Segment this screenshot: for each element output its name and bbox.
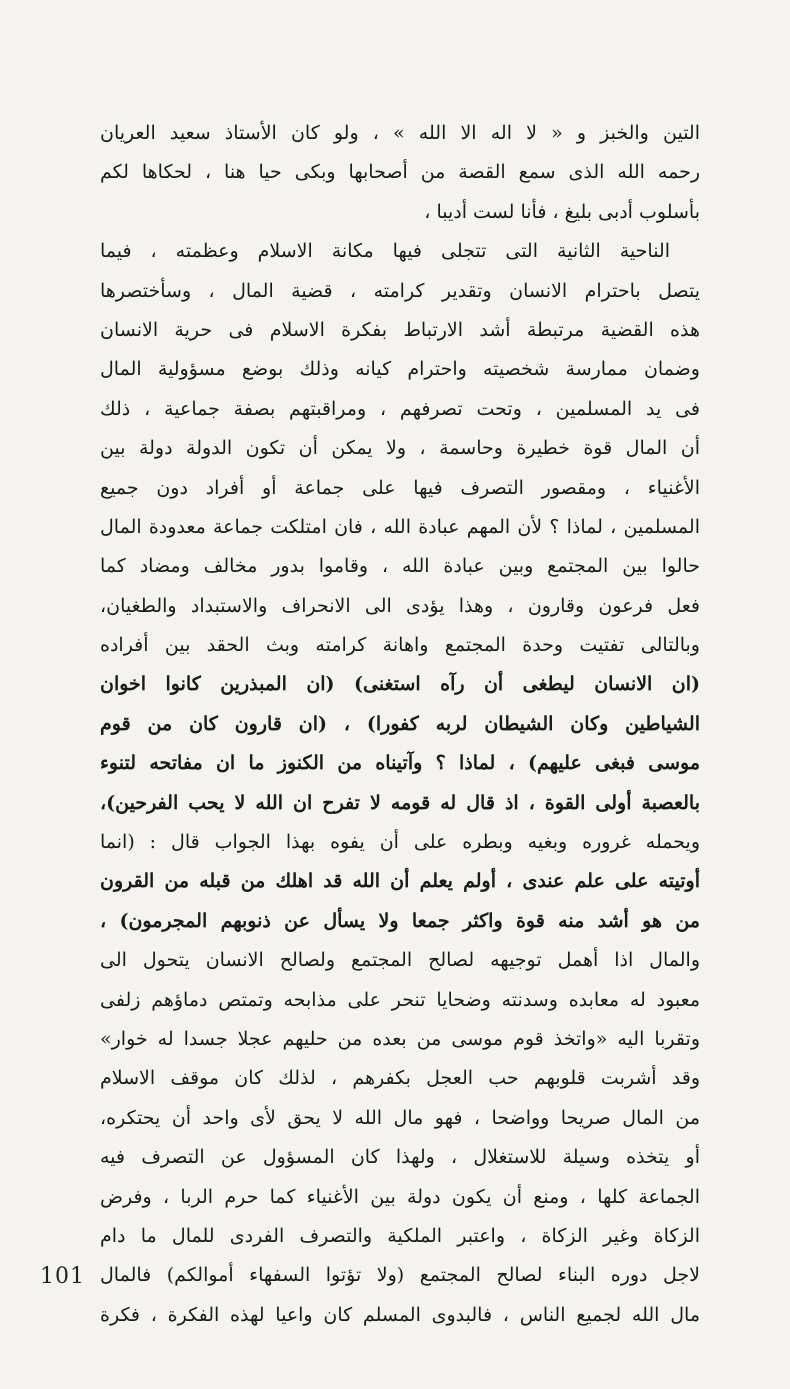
text-line: والمال اذا أهمل توجيهه لصالح المجتمع ولصالح الانسان يتحول الى xyxy=(100,949,700,972)
text-line: وتقربا اليه «واتخذ قوم موسى من بعده من حليهم عجلا جسدا له خوار» xyxy=(100,1027,700,1050)
text-line: يتصل باحترام الانسان وتقدير كرامته ، قضية المال ، وسأختصرها xyxy=(100,279,700,302)
text-line: حالوا بين المجتمع وبين عبادة الله ، وقاموا بدور مخالف ومضاد كما xyxy=(100,555,700,578)
text-line: معبود له معابده وسدنته وضحايا تنحر على مذابحه وتمتص دماؤهم زلفى xyxy=(100,988,700,1011)
quran-quote-line: الشياطين وكان الشيطان لربه كفورا) ، (ان قارون كان من قوم xyxy=(100,712,700,735)
text-line: أن المال قوة خطيرة وحاسمة ، ولا يمكن أن تكون الدولة دولة بين xyxy=(100,437,700,460)
text-line: التين والخبز و « لا اله الا الله » ، ولو كان الأستاذ سعيد العريان xyxy=(100,122,700,144)
text-line: فى يد المسلمين ، وتحت تصرفهم ، ومراقبتهم بصفة جماعية ، ذلك xyxy=(100,397,700,420)
quran-quote-line: بالعصبة أولى القوة ، اذ قال له قومه لا تفرح ان الله لا يحب الفرحين)، xyxy=(100,791,700,814)
text-line: وضمان ممارسة شخصيته واحترام كيانه وذلك بوضع مسؤولية المال xyxy=(100,358,700,381)
text-line: ويحمله غروره وبغيه وبطره على أن يفوه بهذا الجواب قال : (انما xyxy=(100,831,700,854)
text-line: وقد أشربت قلوبهم حب العجل بكفرهم ، لذلك كان موقف الاسلام xyxy=(100,1067,700,1090)
text-line: من المال صريحا وواضحا ، فهو مال الله لا يحق لأى واحد أن يحتكره، xyxy=(100,1106,700,1129)
text-line: بأسلوب أدبى بليغ ، فأنا لست أديبا ، xyxy=(424,200,700,223)
quran-quote-line: من هو أشد منه قوة واكثر جمعا ولا يسأل عن ذنوبهم المجرمون) ، xyxy=(100,909,700,932)
text-line: الجماعة كلها ، ومنع أن يكون دولة بين الأغنياء كما حرم الربا ، وفرض xyxy=(100,1185,700,1208)
text-line: لاجل دوره البناء لصالح المجتمع (ولا تؤتوا السفهاء أموالكم) فالمال xyxy=(100,1264,700,1287)
text-line: الأغنياء ، ومقصور التصرف فيها على جماعة أو أفراد دون جميع xyxy=(100,476,700,499)
text-line: المسلمين ، لماذا ؟ لأن المهم عبادة الله ، فان امتلكت جماعة معدودة المال xyxy=(100,515,700,538)
text-line: فعل فرعون وقارون ، وهذا يؤدى الى الانحراف والاستبداد والطغيان، xyxy=(100,594,700,617)
quran-quote-line: (ان الانسان ليطغى أن رآه استغنى) (ان المبذرين كانوا اخوان xyxy=(100,673,700,696)
text-line: رحمه الله الذى سمع القصة من أصحابها وبكى حيا هنا ، لحكاها لكم xyxy=(100,161,700,184)
text-line: وبالتالى تفتيت وحدة المجتمع واهانة كرامته وبث الحقد بين أفراده xyxy=(100,634,700,657)
text-line: أو يتخذه وسيلة للاستغلال ، ولهذا كان المسؤول عن التصرف فيه xyxy=(100,1146,700,1169)
paragraph-start-line: الناحية الثانية التى تتجلى فيها مكانة الاسلام وعظمته ، فيما xyxy=(100,240,670,263)
quran-quote-line: أوتيته على علم عندى ، أولم يعلم أن الله قد اهلك من قبله من القرون xyxy=(100,870,700,893)
text-line: الزكاة وغير الزكاة ، واعتبر الملكية والتصرف الفردى للمال ما دام xyxy=(100,1224,700,1247)
page-number: 101 xyxy=(40,1264,85,1289)
quran-quote-line: موسى فبغى عليهم) ، لماذا ؟ وآتيناه من الكنوز ما ان مفاتحه لتنوء xyxy=(100,752,700,775)
text-body xyxy=(100,114,700,1335)
text-line: هذه القضية مرتبطة أشد الارتباط بفكرة الاسلام فى حرية الانسان xyxy=(100,318,700,341)
text-line: مال الله لجميع الناس ، فالبدوى المسلم كان واعيا لهذه الفكرة ، فكرة xyxy=(100,1303,700,1326)
